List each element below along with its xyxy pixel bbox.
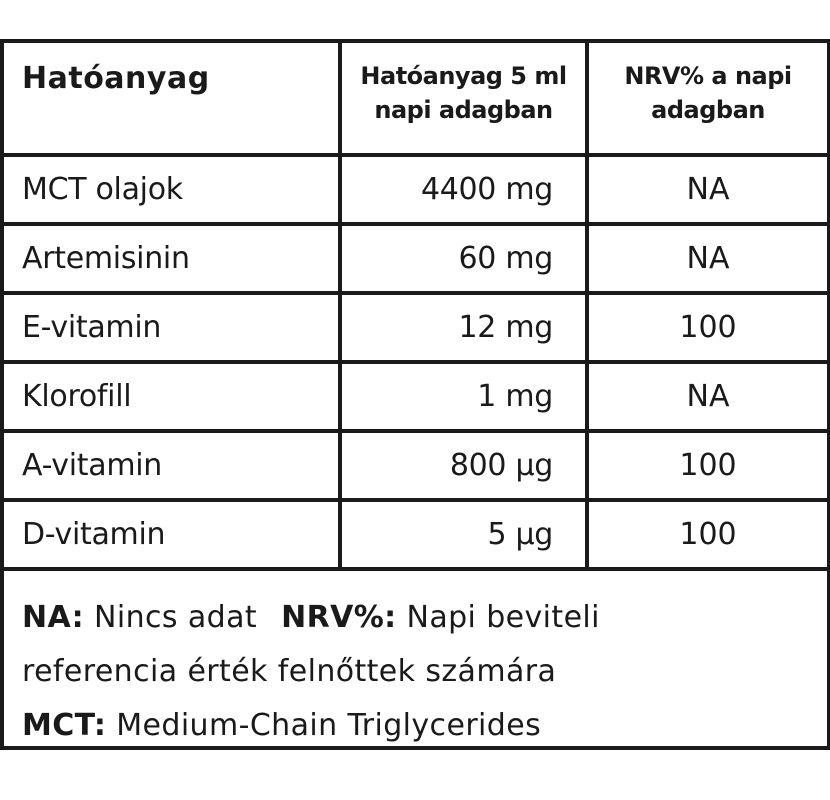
header-amount-line2: napi adagban	[374, 96, 553, 124]
mct-text: Medium-Chain Triglycerides	[116, 708, 542, 743]
ingredient-amount: 800 µg	[340, 431, 587, 500]
ingredient-nrv: 100	[587, 500, 827, 569]
table-row	[4, 293, 827, 362]
ingredient-nrv: NA	[587, 362, 827, 431]
header-ingredient: Hatóanyag	[4, 43, 340, 155]
mct-label: MCT:	[22, 708, 107, 743]
table-row	[4, 500, 827, 569]
na-text: Nincs adat	[94, 600, 258, 635]
na-label: NA:	[22, 600, 85, 635]
header-nrv-line1: NRV% a napi	[624, 62, 792, 90]
footnote-line-1	[22, 591, 600, 645]
table-header-row	[4, 43, 827, 155]
ingredient-amount: 5 µg	[340, 500, 587, 569]
table-row	[4, 224, 827, 293]
table-row	[4, 155, 827, 224]
footnote-line-2	[22, 645, 600, 699]
ingredient-nrv: 100	[587, 293, 827, 362]
ingredient-name: Artemisinin	[4, 224, 340, 293]
ingredient-nrv: NA	[587, 155, 827, 224]
ingredient-table	[4, 43, 827, 571]
header-nrv-line2: adagban	[651, 96, 765, 124]
ingredient-name: Klorofill	[4, 362, 340, 431]
ingredient-name: A-vitamin	[4, 431, 340, 500]
ingredient-amount: 60 mg	[340, 224, 587, 293]
ingredient-amount: 4400 mg	[340, 155, 587, 224]
ingredient-name: E-vitamin	[4, 293, 340, 362]
header-amount-line1: Hatóanyag 5 ml	[360, 62, 567, 90]
ingredient-amount: 1 mg	[340, 362, 587, 431]
table-row	[4, 362, 827, 431]
header-amount	[340, 43, 587, 155]
nutrition-info-panel	[0, 39, 830, 750]
ingredient-nrv: NA	[587, 224, 827, 293]
nrv-label: NRV%:	[281, 600, 397, 635]
header-nrv	[587, 43, 827, 155]
ingredient-name: MCT olajok	[4, 155, 340, 224]
footnote-line-3	[22, 699, 600, 753]
ingredient-name: D-vitamin	[4, 500, 340, 569]
ingredient-amount: 12 mg	[340, 293, 587, 362]
nrv-text-2: referencia érték felnőttek számára	[22, 654, 557, 689]
ingredient-nrv: 100	[587, 431, 827, 500]
footnotes	[22, 591, 600, 753]
nrv-text-1: Napi beviteli	[406, 600, 600, 635]
table-row	[4, 431, 827, 500]
